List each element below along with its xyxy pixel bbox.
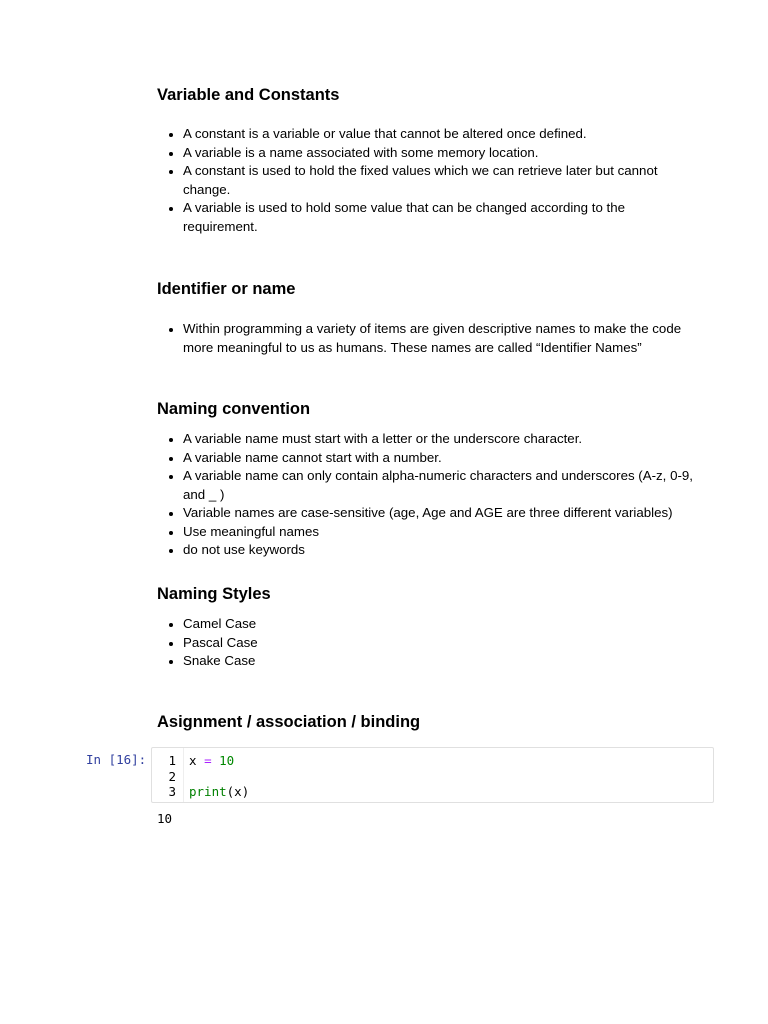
input-prompt: In [16]: <box>86 752 147 767</box>
list-item: • A variable name can only contain alpha-numeric characters and underscores (A-z, 0-9, and _ ) <box>183 467 717 504</box>
markdown-cell-naming-convention[interactable] <box>157 399 717 560</box>
code-line-print[interactable] <box>189 784 249 800</box>
bullet-list <box>157 125 717 236</box>
markdown-cell-variables-constants[interactable] <box>157 85 717 236</box>
list-item: • A variable name cannot start with a number. <box>183 449 717 468</box>
cell-output: 10 <box>157 811 173 826</box>
section-heading: Naming convention <box>157 400 311 418</box>
list-item: • A constant is a variable or value that cannot be altered once defined. <box>183 125 717 144</box>
list-item: • Pascal Case <box>183 634 717 653</box>
section-heading: Naming Styles <box>157 585 271 603</box>
bullet-list <box>157 320 717 357</box>
list-item: • do not use keywords <box>183 541 717 560</box>
token-number: 10 <box>219 753 235 768</box>
code-line-assignment[interactable] <box>189 753 249 769</box>
bullet-list <box>157 430 717 560</box>
markdown-cell-naming-styles[interactable] <box>157 584 717 671</box>
code-line-empty[interactable] <box>189 769 249 785</box>
line-number-gutter <box>152 748 184 802</box>
bullet-list <box>157 615 717 671</box>
code-lines[interactable] <box>189 753 249 800</box>
section-heading: Variable and Constants <box>157 86 340 104</box>
line-number: 1 <box>168 753 176 768</box>
section-heading: Identifier or name <box>157 280 296 298</box>
line-number: 2 <box>168 768 176 784</box>
token-operator: = <box>204 753 212 768</box>
list-item: • Snake Case <box>183 652 717 671</box>
list-item: • A variable is a name associated with some memory location. <box>183 144 717 163</box>
token-args: (x) <box>226 784 250 800</box>
list-item: • A constant is used to hold the fixed values which we can retrieve later but cannot change. <box>183 162 717 199</box>
list-item: • A variable name must start with a letter or the underscore character. <box>183 430 717 449</box>
line-number: 3 <box>168 784 176 800</box>
list-item: • Variable names are case-sensitive (age, Age and AGE are three different variables) <box>183 504 717 523</box>
token-variable: x <box>189 753 197 768</box>
list-item: • Use meaningful names <box>183 523 717 542</box>
markdown-cell-assignment[interactable] <box>157 712 717 732</box>
markdown-cell-identifier[interactable] <box>157 279 717 357</box>
token-builtin: print <box>189 784 227 800</box>
list-item: • Camel Case <box>183 615 717 634</box>
section-heading: Asignment / association / binding <box>157 713 421 731</box>
list-item: • A variable is used to hold some value that can be changed according to the requirement. <box>183 199 717 236</box>
list-item: • Within programming a variety of items are given descriptive names to make the code more meaningful to us as humans. These names are called “Identifier Names” <box>183 320 717 357</box>
code-editor[interactable] <box>151 747 714 803</box>
